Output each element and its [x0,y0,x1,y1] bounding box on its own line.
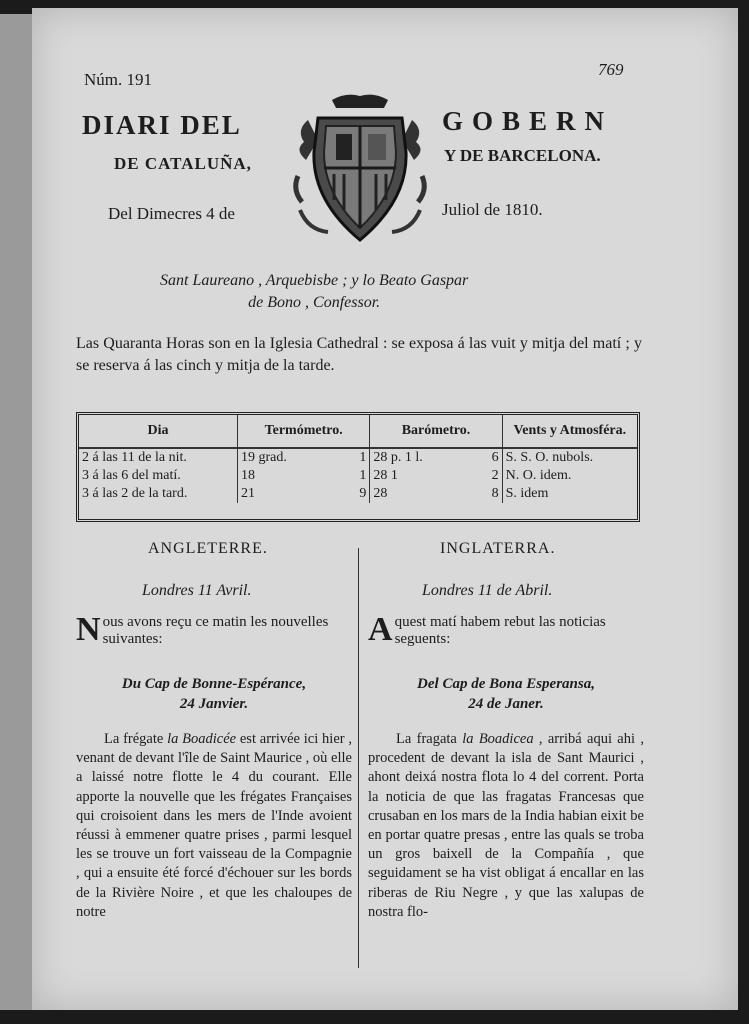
col-header-vents: Vents y Atmosféra. [502,415,637,448]
saints-line-2: de Bono , Confessor. [248,294,381,311]
french-lead-text: ous avons reçu ce matin les nouvelles suivantes: [102,614,329,647]
newspaper-page [32,8,738,1010]
catalan-subhead-line-1: Del Cap de Bona Esperansa, [417,676,595,692]
cell-term: 18 [241,468,255,483]
cell-bar-frac: 2 [476,467,502,485]
cell-bar: 28 p. 1 l. [373,450,423,465]
french-column-dateline: Londres 11 Avril. [142,582,252,599]
page-number: 769 [598,60,624,79]
column-divider [358,548,359,968]
french-body-rest: est arrivée ici hier , venant de devant l'île de Saint Maurice , où elle a laissé notre flotte le 4 du courant. Elle apporte la nouvelle que les frégates Françaises qui croisoient dans les mers de l'Inde avoient réussi à emmener quatre prises , parmi lesquel les se trouve un fort vaisseau de la Compagnie , qui a ensuite été forcé d'échouer sur les bords de la Rivière Noire , et que les chaloupes de notre [76,731,352,920]
catalan-column-lead [368,611,644,648]
cell-dia: 3 á las 2 de la tard. [79,485,238,503]
saints-line-1: Sant Laureano , Arquebisbe ; y lo Beato Gaspar [160,272,469,289]
weather-table-header [79,415,637,448]
col-header-dia: Dia [79,415,238,448]
cell-term-frac: 9 [343,485,370,503]
issue-date-left: Del Dimecres 4 de [108,204,235,223]
cell-vents: S. idem [505,486,549,501]
catalan-body-start: La fragata [396,731,463,747]
french-column-body [76,730,352,922]
french-ship-name: la Boadicée [167,731,237,747]
saints-of-the-day [160,270,468,314]
cell-dia: 3 á las 6 del matí. [79,467,238,485]
catalan-drop-cap: A [368,611,393,648]
masthead-title-right: GOBERN [442,106,614,136]
cell-bar-frac: 8 [476,485,502,503]
coat-of-arms-emblem [288,90,432,252]
catalan-column-heading: INGLATERRA. [440,540,556,557]
french-subhead-line-1: Du Cap de Bonne-Espérance, [121,676,307,692]
french-subhead-line-2: 24 Janvier. [179,696,249,712]
french-column-heading: ANGLETERRE. [148,540,268,557]
catalan-ship-name: la Boadicea [462,731,534,747]
catalan-subhead-line-2: 24 de Janer. [468,696,544,712]
catalan-lead-text: quest matí habem rebut las noticias seguents: [394,614,606,647]
cell-vents: N. O. idem. [505,468,572,483]
masthead-subtitle-left: DE CATALUÑA, [114,154,252,173]
cell-term: 21 [241,486,255,501]
table-row [79,485,637,503]
cell-bar-frac: 6 [476,448,502,467]
masthead-title-left: DIARI DEL [82,110,242,140]
masthead-subtitle-right: Y DE BARCELONA. [444,146,601,165]
catalan-column-dateline: Londres 11 de Abril. [422,582,553,599]
cell-vents: S. S. O. nubols. [505,450,594,465]
quaranta-horas-notice: Las Quaranta Horas son en la Iglesia Cathedral : se exposa á las vuit y mitja del matí ; y se reserva á las cinch y mitja de la tarde. [76,335,642,374]
cell-term-frac: 1 [343,467,370,485]
issue-date-right: Juliol de 1810. [442,200,543,219]
catalan-column-body [368,730,644,922]
col-header-barometro: Barómetro. [370,415,502,448]
french-column-subhead [76,674,352,714]
table-row [79,448,637,467]
cell-term-frac: 1 [343,448,370,467]
cell-bar: 28 [373,486,388,501]
french-body-start: La frégate [104,731,168,747]
col-header-termometro: Termómetro. [238,415,370,448]
cell-bar: 28 1 [373,468,398,483]
catalan-body-rest: , arribá aqui ahi , procedent de devant la isla de Sant Maurici , ahont deixá nostra flota lo 4 del corrent. Porta la noticia de que las fragatas Francesas que crusaban en los mars de la India habian eixit be en portar quatre presas , entre las quals se troba un gros baixell de la Compañía , que seguidament se ha vist obligat á encallar en las riberas de Riu Negre , y que las xalupas de nostra flo- [368,731,644,920]
table-row [79,467,637,485]
weather-table [76,412,640,522]
facing-page-edge [0,14,34,1010]
cell-term: 19 grad. [241,450,287,465]
cell-dia: 2 á las 11 de la nit. [79,448,238,467]
french-drop-cap: N [76,611,101,648]
catalan-column-subhead [368,674,644,714]
french-column-lead [76,611,352,648]
issue-number: Núm. 191 [84,70,152,89]
